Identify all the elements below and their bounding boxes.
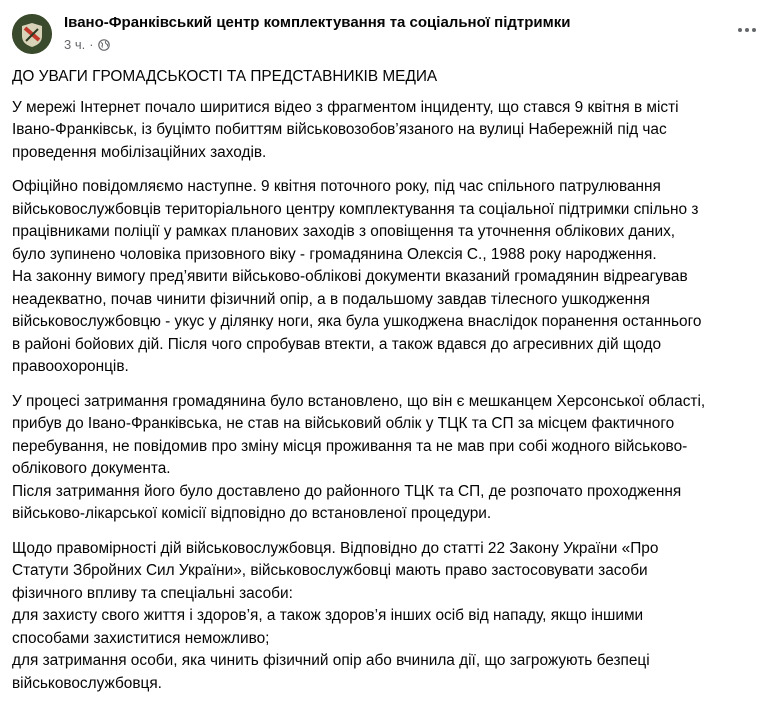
text-line: Івано-Франківськ, із буцімто побиттям військовозобов’язаного на вулиці Набережній під час: [12, 121, 667, 138]
post-body: [12, 66, 770, 707]
text-line: У мережі Інтернет почало ширитися відео з фрагментом інциденту, що стався 9 квітня в місті: [12, 98, 679, 116]
emblem-icon: [12, 14, 52, 54]
text-line: проведення мобілізаційних заходів.: [12, 143, 267, 161]
post-meta: [64, 37, 110, 52]
text-line: У процесі затримання громадянина було встановлено, що він є мешканцем Херсонської області,: [12, 392, 706, 410]
text-line: Після затримання його було доставлено до районного ТЦК та СП, де розпочато проходження: [12, 482, 682, 500]
text-line: військовослужбовців територіального центру комплектування та соціальної підтримки спільно з: [12, 200, 699, 218]
text-line: Офіційно повідомляємо наступне. 9 квітня поточного року, під час спільного патрулювання: [12, 178, 661, 195]
post-header: [12, 12, 769, 56]
text-line: в районі бойових дій. Після чого спробував втекти, а також вдався до агресивних дій щодо: [12, 335, 662, 353]
page-avatar[interactable]: [12, 14, 52, 54]
text-line: військовослужбовця.: [12, 674, 162, 692]
text-line: працівниками поліції у рамках планових заходів з оповіщення та уточнення облікових даних,: [12, 223, 676, 240]
text-line: Статути Збройних Сил України», військовослужбовці мають право застосовувати засоби: [12, 562, 648, 579]
text-line: для захисту свого життя і здоров’я, а також здоров’я інших осіб від нападу, якщо іншими: [12, 607, 644, 624]
text-line: було зупинено чоловіка призовного віку - громадянина Олексія С., 1988 року народження.: [12, 245, 657, 263]
text-line: Щодо правомірності дій військовослужбовця. Відповідно до статті 22 Закону України «Про: [12, 539, 659, 557]
paragraph-2: [12, 176, 770, 379]
paragraph-4: [12, 538, 770, 696]
text-line: прибув до Івано-Франківська, не став на військовий облік у ТЦК та СП за місцем фактичного: [12, 415, 675, 432]
text-line: правоохоронців.: [12, 358, 129, 375]
paragraph-3: [12, 391, 770, 526]
page-name-link[interactable]: Івано-Франківський центр комплектування та соціальної підтримки: [64, 14, 571, 31]
text-line: для затримання особи, яка чинить фізичний опір або вчинила дії, що загрожують безпеці: [12, 652, 650, 669]
text-line: фізичного впливу та спеціальні засоби:: [12, 584, 293, 602]
globe-icon[interactable]: [98, 39, 110, 51]
text-line: перебування, не повідомив про зміну місця проживання та не мав при собі жодного військово-: [12, 437, 688, 455]
text-line: На законну вимогу пред’явити військово-облікові документи вказаний громадянин відреагував: [12, 268, 688, 285]
meta-separator: ·: [89, 37, 94, 52]
paragraph-1: [12, 97, 770, 165]
post-headline: ДО УВАГИ ГРОМАДСЬКОСТІ ТА ПРЕДСТАВНИКІВ МЕДИА: [12, 68, 438, 85]
post-time[interactable]: 3 ч.: [64, 37, 86, 52]
text-line: неадекватно, почав чинити фізичний опір, а в подальшому завдав тілесного ушкодження: [12, 290, 650, 308]
text-line: облікового документа.: [12, 460, 171, 477]
more-dots-icon[interactable]: [733, 20, 761, 40]
text-line: військовослужбовцю - укус у ділянку ноги, яка була ушкоджена внаслідок поранення останнього: [12, 313, 702, 330]
text-line: способами захиститися неможливо;: [12, 629, 270, 647]
text-line: військово-лікарської комісії відповідно до встановленої процедури.: [12, 505, 492, 522]
